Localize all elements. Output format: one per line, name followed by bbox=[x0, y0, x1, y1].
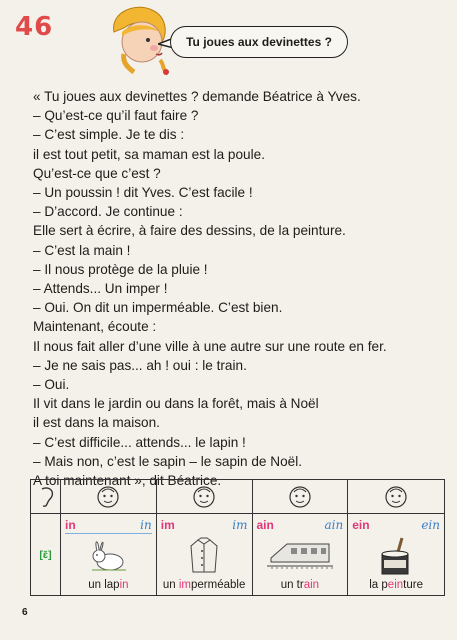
story-line: – D’accord. Je continue : bbox=[33, 204, 183, 220]
story-text bbox=[33, 87, 433, 490]
spelling-row bbox=[257, 518, 344, 534]
word-sound: ain bbox=[303, 579, 320, 591]
story-line: – C’est la main ! bbox=[33, 242, 131, 258]
story-line: – Qu’est-ce qu’il faut faire ? bbox=[33, 108, 199, 124]
story-line: Maintenant, écoute : bbox=[33, 319, 157, 335]
story-line: – Attends... Un imper ! bbox=[33, 281, 168, 297]
example-word bbox=[253, 579, 348, 591]
story-line: A toi maintenant », dit Béatrice. bbox=[33, 473, 222, 489]
print-spelling: ein bbox=[352, 518, 370, 532]
face-icon bbox=[96, 485, 120, 509]
sound-column-ain bbox=[253, 514, 349, 595]
story-line: – Oui. bbox=[33, 377, 70, 393]
face-cell bbox=[157, 480, 253, 514]
face-cell bbox=[348, 480, 444, 514]
story-line: – Il nous protège de la pluie ! bbox=[33, 261, 208, 277]
speech-bubble-text: Tu joues aux devinettes ? bbox=[186, 35, 332, 49]
story-line: Il nous fait aller d’une ville à une autre sur une route en fer. bbox=[33, 338, 387, 354]
word-part: ture bbox=[403, 579, 423, 591]
word-part: un bbox=[162, 579, 179, 591]
example-word bbox=[61, 579, 156, 591]
script-spelling: ein bbox=[421, 518, 440, 532]
sound-table bbox=[30, 479, 445, 596]
word-part: la p bbox=[369, 579, 388, 591]
story-line: il est tout petit, sa maman est la poule. bbox=[33, 146, 265, 162]
rabbit-icon bbox=[88, 536, 128, 572]
word-part: un lap bbox=[88, 579, 120, 591]
ear-cell bbox=[31, 480, 61, 514]
word-part: perméable bbox=[191, 579, 246, 591]
story-line: – Je ne sais pas... ah ! oui : le train. bbox=[33, 357, 247, 373]
sound-column-in bbox=[61, 514, 157, 595]
print-spelling: in bbox=[65, 518, 76, 532]
story-line: Il vit dans le jardin ou dans la forêt, mais à Noël bbox=[33, 396, 319, 412]
face-icon bbox=[192, 485, 216, 509]
ear-icon bbox=[36, 485, 56, 509]
script-spelling: in bbox=[140, 518, 152, 532]
face-cell bbox=[253, 480, 349, 514]
story-line: – C’est difficile... attends... le lapin ! bbox=[33, 434, 246, 450]
paint-pot-icon bbox=[376, 536, 416, 578]
story-line: Elle sert à écrire, à faire des dessins, de la peinture. bbox=[33, 223, 346, 239]
face-icon bbox=[288, 485, 312, 509]
print-spelling: ain bbox=[256, 518, 274, 532]
story-line: – Un poussin ! dit Yves. C’est facile ! bbox=[33, 185, 253, 201]
phoneme-label: [ɛ̃] bbox=[31, 514, 61, 595]
page-number: 6 bbox=[22, 607, 28, 618]
word-part: un tr bbox=[280, 579, 304, 591]
spelling-row bbox=[161, 518, 248, 534]
face-cell bbox=[61, 480, 157, 514]
word-sound: in bbox=[119, 579, 129, 591]
speech-bubble bbox=[170, 26, 348, 58]
sound-column-im bbox=[157, 514, 253, 595]
story-line: il est dans la maison. bbox=[33, 415, 160, 431]
story-line: – C’est simple. Je te dis : bbox=[33, 127, 185, 143]
train-icon bbox=[267, 536, 333, 570]
raincoat-icon bbox=[187, 536, 221, 576]
spelling-row bbox=[65, 518, 152, 534]
script-spelling: ain bbox=[324, 518, 344, 532]
example-word bbox=[348, 579, 444, 591]
spelling-row bbox=[352, 518, 440, 534]
story-line: – Mais non, c’est le sapin – le sapin de Noël. bbox=[33, 453, 303, 469]
sound-column-ein bbox=[348, 514, 444, 595]
story-line: Qu’est-ce que c’est ? bbox=[33, 165, 161, 181]
word-sound: ein bbox=[387, 579, 404, 591]
face-icon bbox=[384, 485, 408, 509]
print-spelling: im bbox=[160, 518, 175, 532]
story-line: « Tu joues aux devinettes ? demande Béatrice à Yves. bbox=[33, 89, 361, 104]
lesson-number: 46 bbox=[15, 12, 54, 42]
story-line: – Oui. On dit un imperméable. C’est bien. bbox=[33, 300, 283, 316]
example-word bbox=[157, 579, 252, 591]
script-spelling: im bbox=[232, 518, 248, 532]
word-sound: im bbox=[178, 579, 192, 591]
